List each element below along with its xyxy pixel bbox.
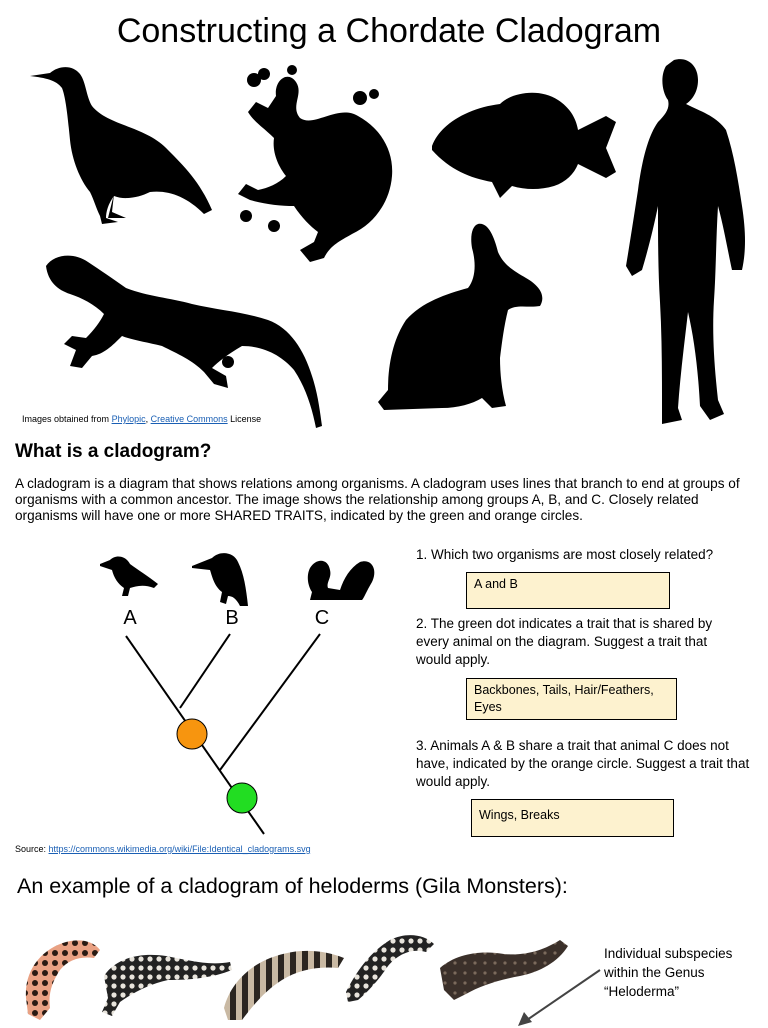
heloderm-images xyxy=(20,928,580,1024)
frog-silhouette xyxy=(234,66,398,266)
question-2: 2. The green dot indicates a trait that is shared by every animal on the diagram. Suggest a trait that would apply. xyxy=(416,616,713,667)
gila-monster-4 xyxy=(346,935,434,1002)
source-prefix: Source: xyxy=(15,844,49,854)
label-a: A xyxy=(123,607,137,629)
creative-commons-link[interactable]: Creative Commons xyxy=(150,414,228,424)
bird-silhouette xyxy=(28,64,218,234)
squirrel-silhouette xyxy=(308,561,375,600)
question-3: 3. Animals A & B share a trait that animal C does not have, indicated by the orange circle. Suggest a trait that would apply. xyxy=(416,738,750,789)
cladogram-diagram xyxy=(96,548,386,838)
image-credit xyxy=(22,414,261,424)
intro-paragraph: A cladogram is a diagram that shows relations among organisms. A cladogram uses lines that branch to end at groups of organisms with a common ancestor. The image shows the relationship among groups A, B, and C. Closely related organisms will have one or more SHARED TRAITS, indicated by the green and orange circles. xyxy=(15,476,740,523)
phylopic-link[interactable]: Phylopic xyxy=(111,414,146,424)
fish-silhouette xyxy=(430,86,620,201)
label-c: C xyxy=(314,607,330,629)
gila-monster-3 xyxy=(224,951,344,1020)
pointer-arrow xyxy=(510,968,602,1028)
label-b: B xyxy=(225,607,239,629)
credit-prefix: Images obtained from xyxy=(22,414,112,424)
gila-monster-1 xyxy=(26,940,100,1020)
branch-c xyxy=(220,634,320,770)
gila-monster-2 xyxy=(102,955,232,1016)
answer-1-box[interactable]: A and B xyxy=(466,572,670,609)
branch-b xyxy=(180,634,230,708)
example-heading: An example of a cladogram of heloderms (Gila Monsters): xyxy=(17,874,568,898)
rabbit-silhouette xyxy=(376,222,548,414)
source-credit xyxy=(15,844,311,854)
subspecies-note: Individual subspecies within the Genus “Heloderma” xyxy=(604,946,733,999)
page-title: Constructing a Chordate Cladogram xyxy=(116,12,662,50)
kingfisher-silhouette xyxy=(192,553,248,606)
green-trait-dot xyxy=(227,783,257,813)
human-silhouette xyxy=(618,56,750,428)
source-link[interactable]: https://commons.wikimedia.org/wiki/File:Identical_cladograms.svg xyxy=(48,844,311,854)
credit-separator: , xyxy=(145,414,151,424)
orange-trait-dot xyxy=(177,719,207,749)
answer-3-box[interactable]: Wings, Breaks xyxy=(471,799,674,837)
crow-silhouette xyxy=(100,557,158,596)
question-1: 1. Which two organisms are most closely related? xyxy=(416,547,714,562)
credit-suffix: License xyxy=(227,414,262,424)
section-heading: What is a cladogram? xyxy=(15,441,212,462)
lizard-silhouette xyxy=(42,250,324,430)
answer-2-box[interactable]: Backbones, Tails, Hair/Feathers, Eyes xyxy=(466,678,677,720)
